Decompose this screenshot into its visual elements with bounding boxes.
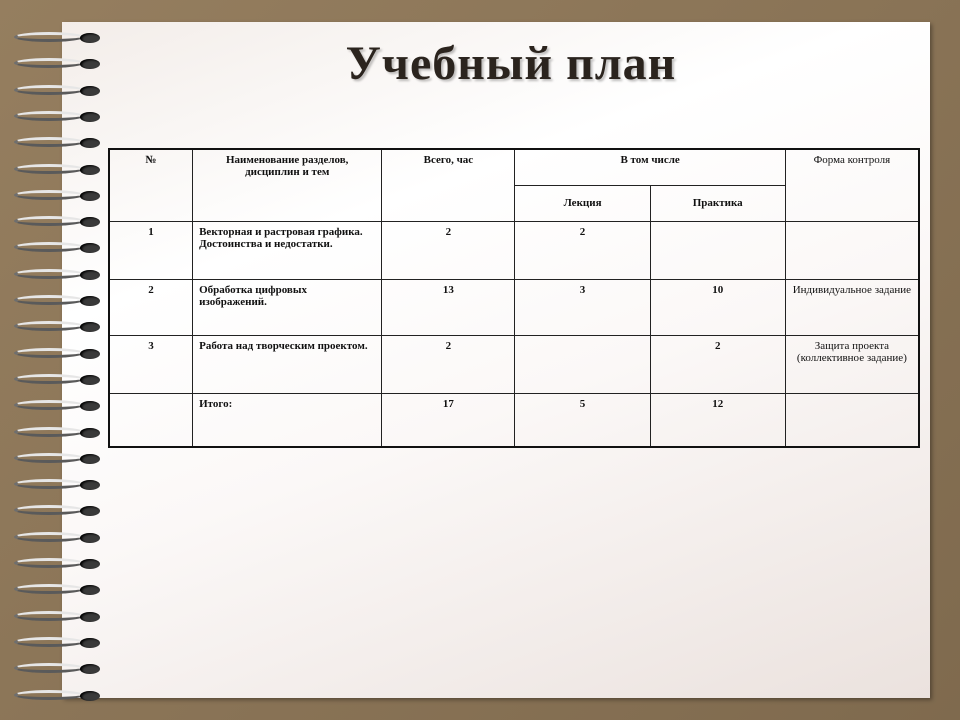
spiral-ring — [8, 319, 100, 335]
row-lecture: 2 — [515, 221, 650, 279]
row-num: 1 — [109, 221, 193, 279]
row-name: Работа над творческим проектом. — [193, 335, 382, 393]
table-header-row — [109, 149, 919, 185]
row-practice: 2 — [650, 335, 785, 393]
spiral-ring — [8, 293, 100, 309]
row-practice: 12 — [650, 393, 785, 447]
spiral-ring — [8, 503, 100, 519]
spiral-ring — [8, 688, 100, 704]
header-name: Наименование разделов, дисциплин и тем — [193, 149, 382, 221]
slide-title: Учебный план — [345, 37, 677, 90]
spiral-ring — [8, 135, 100, 151]
spiral-binding — [0, 0, 64, 720]
row-total: 17 — [382, 393, 515, 447]
row-num: 2 — [109, 279, 193, 335]
spiral-ring — [8, 240, 100, 256]
row-num — [109, 393, 193, 447]
curriculum-table — [108, 148, 920, 448]
header-lecture: Лекция — [515, 185, 650, 221]
table-row — [109, 279, 919, 335]
spiral-ring — [8, 267, 100, 283]
row-practice — [650, 221, 785, 279]
spiral-ring — [8, 372, 100, 388]
header-including: В том числе — [515, 149, 785, 185]
spiral-ring — [8, 477, 100, 493]
row-num: 3 — [109, 335, 193, 393]
row-name: Векторная и растровая графика. Достоинства и недостатки. — [193, 221, 382, 279]
row-total: 2 — [382, 221, 515, 279]
row-control: Защита проекта (коллективное задание) — [785, 335, 919, 393]
spiral-ring — [8, 214, 100, 230]
spiral-ring — [8, 661, 100, 677]
spiral-ring — [8, 582, 100, 598]
row-control — [785, 221, 919, 279]
header-num: № — [109, 149, 193, 221]
spiral-ring — [8, 425, 100, 441]
spiral-ring — [8, 556, 100, 572]
row-control — [785, 393, 919, 447]
spiral-ring — [8, 188, 100, 204]
table-row-total — [109, 393, 919, 447]
header-practice: Практика — [650, 185, 785, 221]
row-lecture — [515, 335, 650, 393]
row-control: Индивидуальное задание — [785, 279, 919, 335]
header-control: Форма контроля — [785, 149, 919, 221]
spiral-ring — [8, 451, 100, 467]
table-row — [109, 335, 919, 393]
row-total: 2 — [382, 335, 515, 393]
row-lecture: 5 — [515, 393, 650, 447]
table-row — [109, 221, 919, 279]
spiral-ring — [8, 398, 100, 414]
spiral-ring — [8, 346, 100, 362]
spiral-ring — [8, 635, 100, 651]
row-total: 13 — [382, 279, 515, 335]
header-total: Всего, час — [382, 149, 515, 221]
spiral-ring — [8, 109, 100, 125]
spiral-ring — [8, 162, 100, 178]
spiral-ring — [8, 609, 100, 625]
row-name: Обработка цифровых изображений. — [193, 279, 382, 335]
row-lecture: 3 — [515, 279, 650, 335]
row-name: Итого: — [193, 393, 382, 447]
row-practice: 10 — [650, 279, 785, 335]
spiral-ring — [8, 530, 100, 546]
